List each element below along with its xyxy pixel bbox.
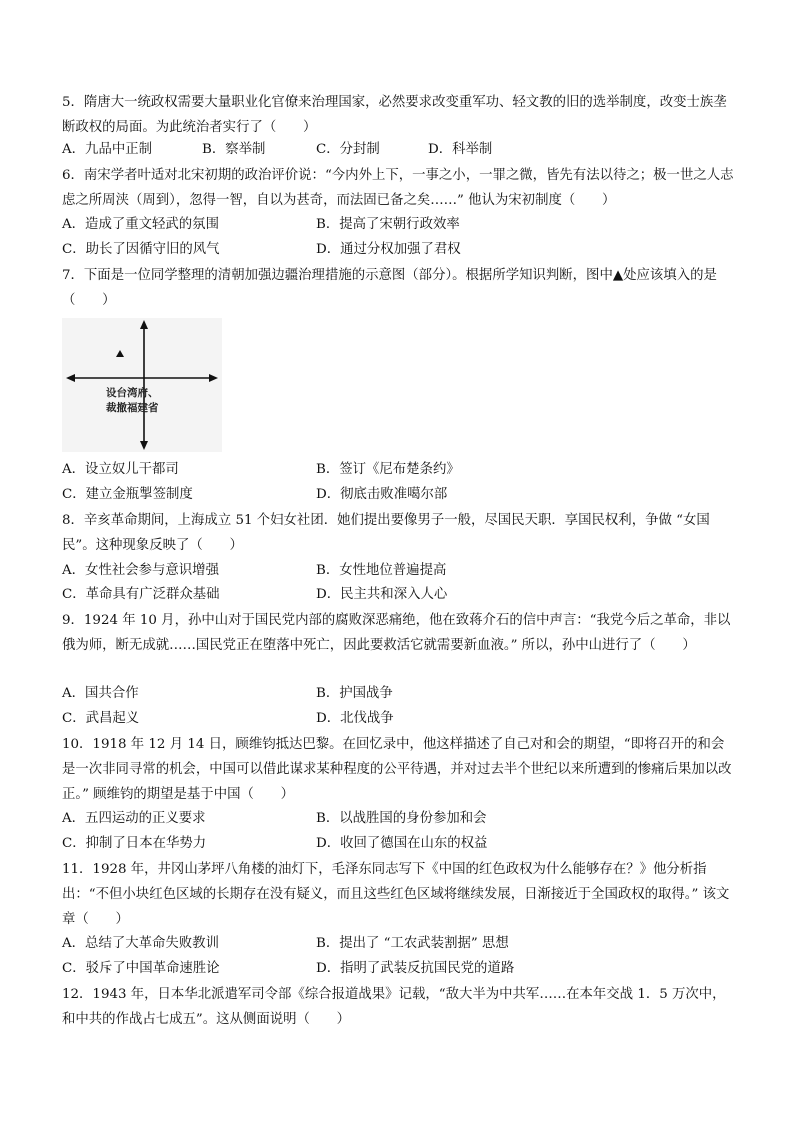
question-10-option-c: C．抑制了日本在华势力 [62, 836, 207, 851]
question-9-stem: 9．1924 年 10 月，孙中山对于国民党内部的腐败深恶痛绝，他在致蒋介石的信中声言：“我党今后之革命，非以俄为师，断无成就……国民党正在堕落中死亡，因此要救活它就需要新血液。” 所以，孙中山进行了（ ） [62, 613, 731, 653]
question-7-option-c: C．建立金瓶掣签制度 [62, 487, 193, 502]
question-5-option-b: B．察举制 [202, 142, 266, 157]
question-10-option-b: B．以战胜国的身份参加和会 [316, 811, 487, 826]
question-11-option-d: D．指明了武装反抗国民党的道路 [316, 961, 515, 976]
question-10-stem: 10．1918 年 12 月 14 日，顾维钧抵达巴黎。在回忆录中，他这样描述了自己对和会的期望，“即将召开的和会是一次非同寻常的机会，中国可以借此谋求某种程度的公平待遇，并对过去半个世纪以来所遭到的惨痛后果加以改正。” 顾维钧的期望是基于中国（ ） [62, 737, 732, 802]
question-8-option-b: B．女性地位普遍提高 [316, 563, 447, 578]
question-8-stem: 8．辛亥革命期间，上海成立 51 个妇女社团．她们提出要像男子一般，尽国民天职．享国民权利，争做 “女国民”。这种现象反映了（ ） [62, 513, 710, 553]
question-6-stem: 6．南宋学者叶适对北宋初期的政治评价说：“今内外上下，一事之小，一罪之微，皆先有法以待之；极一世之人志虑之所周浃（周到），忽得一智，自以为甚奇，而法固已备之矣……” 他认为宋初制度（ ） [62, 168, 734, 208]
question-10-option-a: A．五四运动的正义要求 [62, 811, 206, 826]
diagram-label: 设台湾府、裁撤福建省 [106, 387, 159, 414]
question-6-option-d: D．通过分权加强了君权 [316, 242, 461, 257]
question-11-option-b: B．提出了 “工农武装割据” 思想 [316, 936, 509, 951]
question-9-option-d: D．北伐战争 [316, 711, 394, 726]
arrow-left-icon [66, 374, 75, 382]
arrow-down-icon [140, 441, 148, 450]
question-7-diagram [62, 318, 222, 452]
question-8-option-a: A．女性社会参与意识增强 [62, 563, 219, 578]
question-9-option-a: A．国共合作 [62, 686, 139, 701]
question-8-option-c: C．革命具有广泛群众基础 [62, 587, 220, 602]
question-12-stem: 12．1943 年，日本华北派遣军司令部《综合报道战果》记载，“敌大半为中共军……在本年交战 1．5 万次中，和中共的作战占七成五”。这从侧面说明（ ） [62, 987, 726, 1027]
question-11-stem: 11．1928 年，井冈山茅坪八角楼的油灯下，毛泽东同志写下《中国的红色政权为什么能够存在？》他分析指出：“不但小块红色区域的长期存在没有疑义，而且这些红色区域将继续发展，日渐接近于全国政权的取得。” 该文章（ ） [62, 862, 730, 927]
question-7-option-b: B．签订《尼布楚条约》 [316, 462, 460, 477]
question-11-option-c: C．驳斥了中国革命速胜论 [62, 961, 220, 976]
arrow-right-icon [209, 374, 218, 382]
question-5-option-d: D．科举制 [428, 142, 493, 157]
question-7-option-d: D．彻底击败准噶尔部 [316, 487, 448, 502]
question-9-option-b: B．护国战争 [316, 686, 393, 701]
question-5-stem: 5．隋唐大一统政权需要大量职业化官僚来治理国家，必然要求改变重军功、轻文教的旧的选举制度，改变士族垄断政权的局面。为此统治者实行了（ ） [62, 95, 727, 135]
triangle-marker-icon [116, 350, 124, 357]
question-7-stem: 7．下面是一位同学整理的清朝加强边疆治理措施的示意图（部分）。根据所学知识判断，图中▲处应该填入的是（ ） [62, 268, 717, 308]
question-6-option-b: B．提高了宋朝行政效率 [316, 217, 460, 232]
question-11-option-a: A．总结了大革命失败教训 [62, 936, 219, 951]
question-6-option-a: A．造成了重文轻武的氛围 [62, 217, 219, 232]
question-5-option-c: C．分封制 [316, 142, 380, 157]
question-6-option-c: C．助长了因循守旧的风气 [62, 242, 220, 257]
question-8-option-d: D．民主共和深入人心 [316, 587, 448, 602]
arrow-up-icon [140, 320, 148, 329]
diagram-axes [62, 318, 222, 452]
question-9-option-c: C．武昌起义 [62, 711, 140, 726]
question-10-option-d: D．收回了德国在山东的权益 [316, 836, 488, 851]
question-5-option-a: A．九品中正制 [62, 142, 153, 157]
question-7-option-a: A．设立奴儿干都司 [62, 462, 179, 477]
